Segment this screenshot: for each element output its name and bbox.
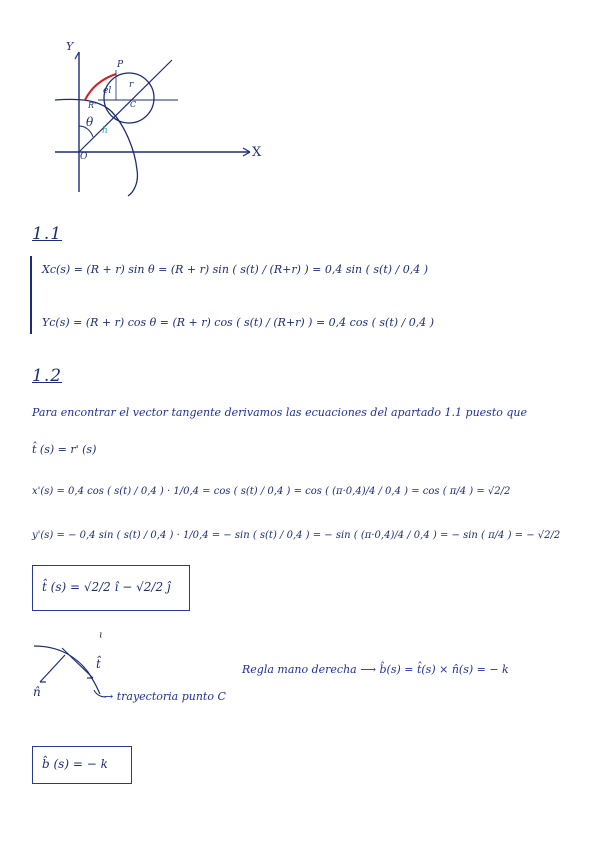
- radius-label: r: [129, 80, 134, 90]
- section-1-2-title: 1.2: [32, 366, 63, 386]
- r1-label: R': [88, 101, 97, 110]
- center-label: C: [130, 100, 137, 109]
- y-prime-equation: y'(s) = − 0,4 sin ( s(t) / 0,4 ) · 1/0,4 = − sin ( s(t) / 0,4 ) = − sin ( (π·0,4)/4 / 0,4 ) = − sin ( π/4 ) = − √2/2: [32, 530, 561, 541]
- t-hat-label: t̂: [96, 657, 101, 671]
- small-mark: ɩ: [99, 630, 103, 641]
- x-axis-label: X: [252, 145, 262, 160]
- y-axis-label: Y: [66, 40, 74, 53]
- tangent-result: t̂ (s) = √2/2 î − √2/2 ĵ: [42, 580, 171, 594]
- intro-text: Para encontrar el vector tangente derivamos las ecuaciones del apartado 1.1 puesto que: [32, 406, 527, 419]
- normal-arrow: [40, 655, 65, 682]
- binormal-result: b̂ (s) = − k: [42, 757, 108, 771]
- n-hat-label: n̂: [33, 685, 41, 699]
- equation-xc: Xc(s) = (R + r) sin θ = (R + r) sin ( s(t) / (R+r) ) = 0,4 sin ( s(t) / 0,4 ): [42, 263, 429, 276]
- h-label: h: [102, 126, 108, 136]
- tangent-definition: t̂ (s) = r' (s): [32, 443, 97, 456]
- origin-label: O: [80, 152, 88, 162]
- section-1-1-title: 1.1: [32, 224, 63, 244]
- x-prime-equation: x'(s) = 0,4 cos ( s(t) / 0,4 ) · 1/0,4 = cos ( s(t) / 0,4 ) = cos ( (π·0,4)/4 / 0,4 ) = cos ( π/4 ) = √2/2: [32, 486, 511, 497]
- theta-label: θ: [86, 115, 94, 129]
- tangent-arrow: [62, 648, 93, 678]
- right-hand-rule: Regla mano derecha ⟶ b̂(s) = t̂(s) × n̂(s) = − k: [242, 663, 509, 676]
- trajectory-label: → trayectoria punto C: [104, 690, 226, 703]
- equation-yc: Yc(s) = (R + r) cos θ = (R + r) cos ( s(t) / (R+r) ) = 0,4 cos ( s(t) / 0,4 ): [42, 316, 435, 329]
- point-p-label: P: [117, 60, 124, 70]
- el-label: el: [103, 86, 112, 96]
